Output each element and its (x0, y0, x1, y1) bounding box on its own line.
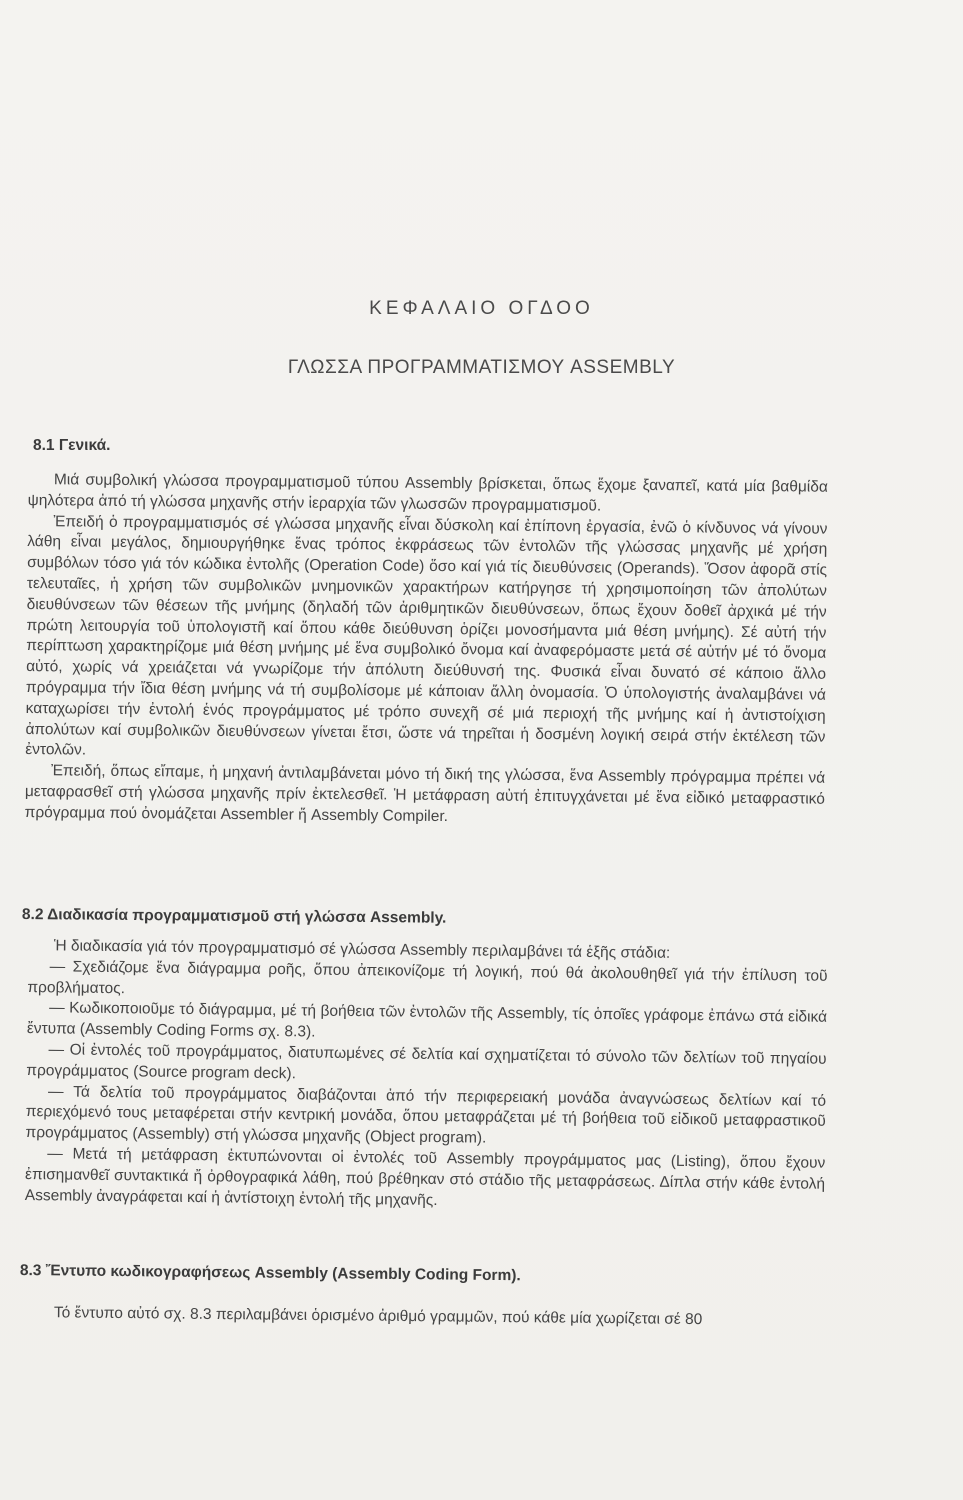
section-body-8-1 (25, 470, 828, 831)
chapter-title: ΚΕΦΑΛΑΙΟ ΟΓΔΟΟ (369, 298, 594, 319)
list-item: — Κωδικοποιοῦμε τό διάγραμμα, μέ τή βοήθεια τῶν ἐντολῶν τῆς Assembly, τίς ὁποῖες γράφομε ἐπάνω στά εἰδικά ἔντυπα (Assembly Coding Forms σχ. 8.3). (26, 999, 828, 1041)
paragraph: Ἡ διαδικασία γιά τόν προγραμματισμό σέ γλώσσα Assembly περιλαμβάνει τά ἑξῆς στάδια: (53, 937, 671, 962)
section-body-8-2 (25, 936, 828, 1216)
paragraph: Μιά συμβολική γλώσσα προγραμματισμοῦ τύπου Assembly βρίσκεται, ὅπως ἔχομε ξαναπεῖ, κατά μία βαθμίδα ψηλότερα ἀπό τή γλώσσα μηχανῆς στήν ἱεραρχία τῶν γλωσσῶν προγραμματισμοῦ. (27, 471, 828, 515)
paragraph: Ἐπειδή, ὅπως εἴπαμε, ἡ μηχανή ἀντιλαμβάνεται μόνο τή δική της γλώσσα, ἕνα Assembly πρόγραμμα πρέπει νά μεταφρασθεῖ στή γλώσσα μηχανῆς πρίν ἐκτελεσθεῖ. Ἡ μετάφραση αὐτή ἐπιτυγχάνεται μέ ἕνα εἰδικό μεταφραστικό πρόγραμμα πού ὀνομάζεται Assembler ἤ Assembly Compiler. (24, 762, 826, 825)
section-heading-8-2: 8.2 Διαδικασία προγραμματισμοῦ στή γλώσσα Assembly. (21, 906, 447, 927)
paragraph: Ἐπειδή ὁ προγραμματισμός σέ γλώσσα μηχανῆς εἶναι δύσκολη καί ἐπίπονη ἐργασία, ἐνῶ ὁ κίνδυνος νά γίνουν λάθη εἶναι μεγάλος, δημιουργήθηκε ἕνας τρόπος ἐκφράσεως τῶν ἐντολῶν τῆς γλώσσας μηχανῆς μέ χρήση συμβόλων τόσο γιά τόν κώδικα ἐντολῆς (Operation Code) ὅσο καί γιά τίς διευθύνσεις (Operands). Ὅσον ἀφορᾶ στίς τελευταῖες, ἡ χρήση τῶν συμβολικῶν μνημονικῶν χαρακτήρων κατήργησε τή χρησιμοποίηση τῶν ἀπολύτων διευθύνσεων τῶν θέσεων τῆς μνήμης (δηλαδή τῶν ἀριθμητικῶν διευθύνσεων, ὅπως ἔχουν δοθεῖ ἀρχικά μέ τήν πρώτη λειτουργία τοῦ ὑπολογιστῆ καί ὅπου κάθε διεύθυνση ὁρίζει μονοσήμαντα μιά θέση μνήμης). Σέ αὐτή τήν περίπτωση χαρακτηρίζομε μιά θέση μνήμης μέ ἕνα συμβολικό ὄνομα καί ἀναφερόμαστε μετά σέ αὐτήν μέ τό ὄνομα αὐτό, χωρίς νά χρειάζεται νά γνωρίζομε τήν ἀπόλυτη διεύθυνσή της. Φυσικά εἶναι δυνατό σέ κάποιο ἄλλο πρόγραμμα τήν ἴδια θέση μνήμης νά τή συμβολίσομε μέ κάποιαν ἄλλη ὀνομασία. Ὁ ὑπολογιστής ἀναλαμβάνει νά καταχωρίσει τήν ἐντολή ἑνός προγράμματος μέ τρόπο συνεχῆ σέ μιά περιοχή τῆς μνήμης καί ἡ ἀντιστοίχιση ἀπολύτων καί συμβολικῶν διευθύνσεων γίνεται ἔτσι, ὥστε νά τηρεῖται ἡ δοσμένη λογική σειρά στήν ἐκτέλεση τῶν ἐντολῶν. (25, 512, 828, 759)
list-item: — Σχεδιάζομε ἕνα διάγραμμα ροῆς, ὅπου ἀπεικονίζομε τή λογική, πού θά ἀκολουθηθεῖ γιά τήν ἐπίλυση τοῦ προβλήματος. (27, 958, 828, 997)
list-item: — Μετά τή μετάφραση ἐκτυπώνονται οἱ ἐντολές τοῦ Assembly προγράμματος μας (Listing), ὅπου ἔχουν ἐπισημανθεῖ συντακτικά ἤ ὀρθογραφικά λάθη, πού βρέθηκαν στό στάδιο τῆς μεταφράσεως. Δίπλα στήν κάθε ἐντολή Assembly ἀναγράφεται καί ἡ ἀντίστοιχη ἐντολή τῆς μηχανῆς. (24, 1145, 826, 1209)
paragraph: Τό ἔντυπο αὐτό σχ. 8.3 περιλαμβάνει ὁρισμένο ἀριθμό γραμμῶν, πού κάθε μία χωρίζεται σέ 80 (53, 1304, 703, 1329)
chapter-subtitle: ΓΛΩΣΣΑ ΠΡΟΓΡΑΜΜΑΤΙΣΜΟΥ ASSEMBLY (287, 357, 676, 378)
section-body-8-3 (28, 1303, 828, 1332)
section-heading-8-3: 8.3 Ἔντυπο κωδικογραφήσεως Assembly (Assembly Coding Form). (19, 1262, 521, 1285)
section-heading-8-1: 8.1 Γενικά. (33, 437, 111, 454)
list-item: — Οἱ ἐντολές τοῦ προγράμματος, διατυπωμένες σέ δελτία καί σχηματίζεται τό σύνολο τῶν δελτίων τοῦ πηγαίου προγράμματος (Source program deck). (26, 1041, 827, 1083)
list-item: — Τά δελτία τοῦ προγράμματος διαβάζονται ἀπό τήν περιφερειακή μονάδα ἀναγνώσεως δελτίων καί τό περιεχόμενό τους μεταφέρεται στήν κεντρική μονάδα, ὅπου μεταφράζεται μέ τή βοήθεια τοῦ εἰδικοῦ μεταφραστικοῦ προγράμματος (Assembly) στή γλώσσα μηχανῆς (Object program). (25, 1082, 827, 1147)
